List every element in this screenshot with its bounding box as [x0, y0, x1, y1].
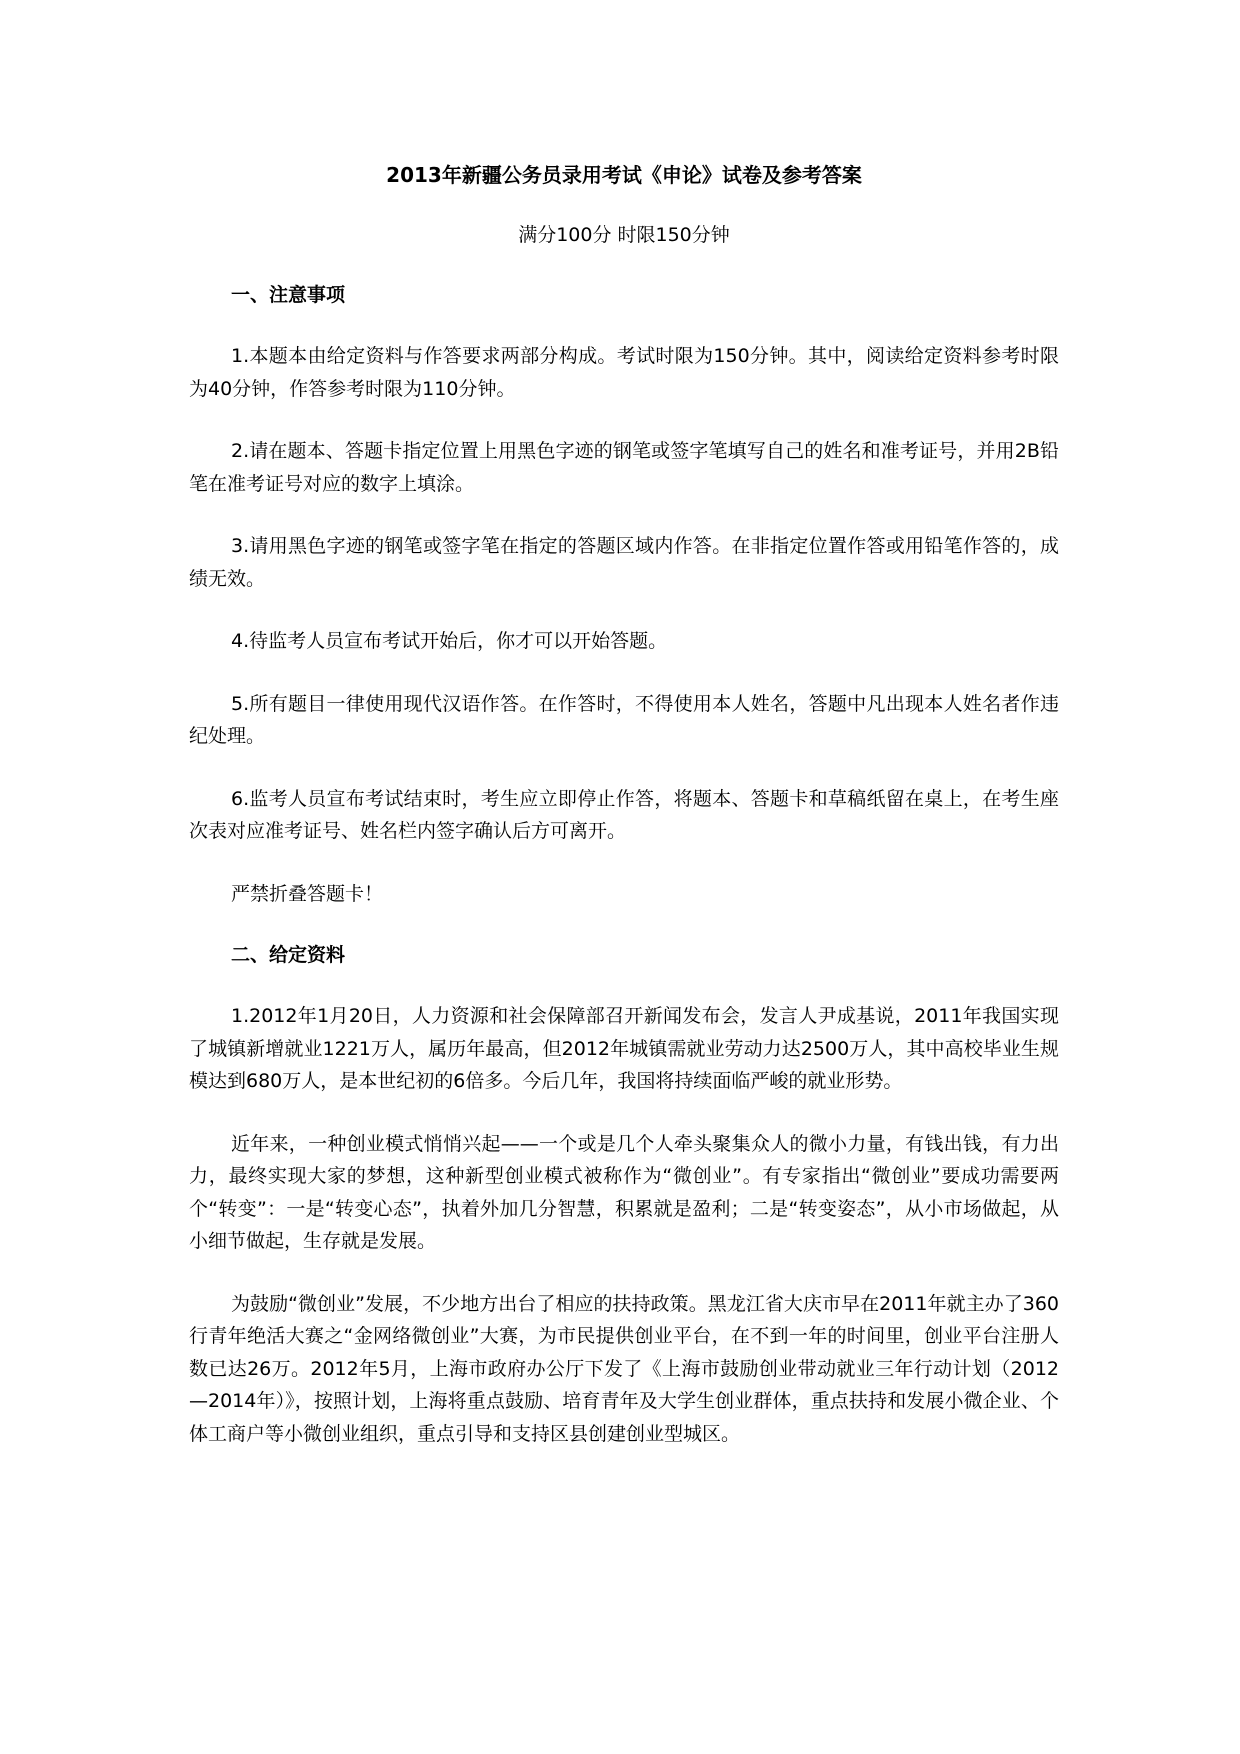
document-page [189, 160, 1059, 1450]
notes-paragraph: 1.本题本由给定资料与作答要求两部分构成。考试时限为150分钟。其中，阅读给定资料参考时限为40分钟，作答参考时限为110分钟。 [189, 345, 1059, 400]
notes-paragraph: 6.监考人员宣布考试结束时，考生应立即停止作答，将题本、答题卡和草稿纸留在桌上，在考生座次表对应准考证号、姓名栏内签字确认后方可离开。 [189, 787, 1059, 842]
document-subtitle: 满分100分 时限150分钟 [518, 224, 730, 246]
notes-paragraph: 4.待监考人员宣布考试开始后，你才可以开始答题。 [231, 630, 668, 652]
section-heading-materials: 二、给定资料 [231, 944, 346, 966]
section-heading-notes: 一、注意事项 [231, 284, 346, 306]
material-paragraph: 为鼓励“微创业”发展，不少地方出台了相应的扶持政策。黑龙江省大庆市早在2011年就主办了360行青年绝活大赛之“金网络微创业”大赛，为市民提供创业平台，在不到一年的时间里，创业平台注册人数已达26万。2012年5月，上海市政府办公厅下发了《上海市鼓励创业带动就业三年行动计划（2012—2014年）》，按照计划，上海将重点鼓励、培育青年及大学生创业群体，重点扶持和发展小微企业、个体工商户等小微创业组织，重点引导和支持区县创建创业型城区。 [189, 1292, 1059, 1445]
notes-warning: 严禁折叠答题卡！ [231, 882, 384, 905]
document-title: 2013年新疆公务员录用考试《申论》试卷及参考答案 [386, 163, 862, 187]
material-paragraph: 近年来，一种创业模式悄悄兴起——一个或是几个人牵头聚集众人的微小力量，有钱出钱，有力出力，最终实现大家的梦想，这种新型创业模式被称作为“微创业”。有专家指出“微创业”要成功需要两个“转变”：一是“转变心态”，执着外加几分智慧，积累就是盈利；二是“转变姿态”，从小市场做起，从小细节做起，生存就是发展。 [189, 1132, 1059, 1252]
notes-paragraph: 5.所有题目一律使用现代汉语作答。在作答时，不得使用本人姓名，答题中凡出现本人姓名者作违纪处理。 [189, 692, 1059, 747]
notes-paragraph: 3.请用黑色字迹的钢笔或签字笔在指定的答题区域内作答。在非指定位置作答或用铅笔作答的，成绩无效。 [189, 535, 1059, 590]
notes-paragraph: 2.请在题本、答题卡指定位置上用黑色字迹的钢笔或签字笔填写自己的姓名和准考证号，并用2B铅笔在准考证号对应的数字上填涂。 [189, 440, 1059, 495]
material-paragraph: 1.2012年1月20日，人力资源和社会保障部召开新闻发布会，发言人尹成基说，2011年我国实现了城镇新增就业1221万人，属历年最高，但2012年城镇需就业劳动力达2500万人，其中高校毕业生规模达到680万人，是本世纪初的6倍多。今后几年，我国将持续面临严峻的就业形势。 [189, 1005, 1059, 1092]
